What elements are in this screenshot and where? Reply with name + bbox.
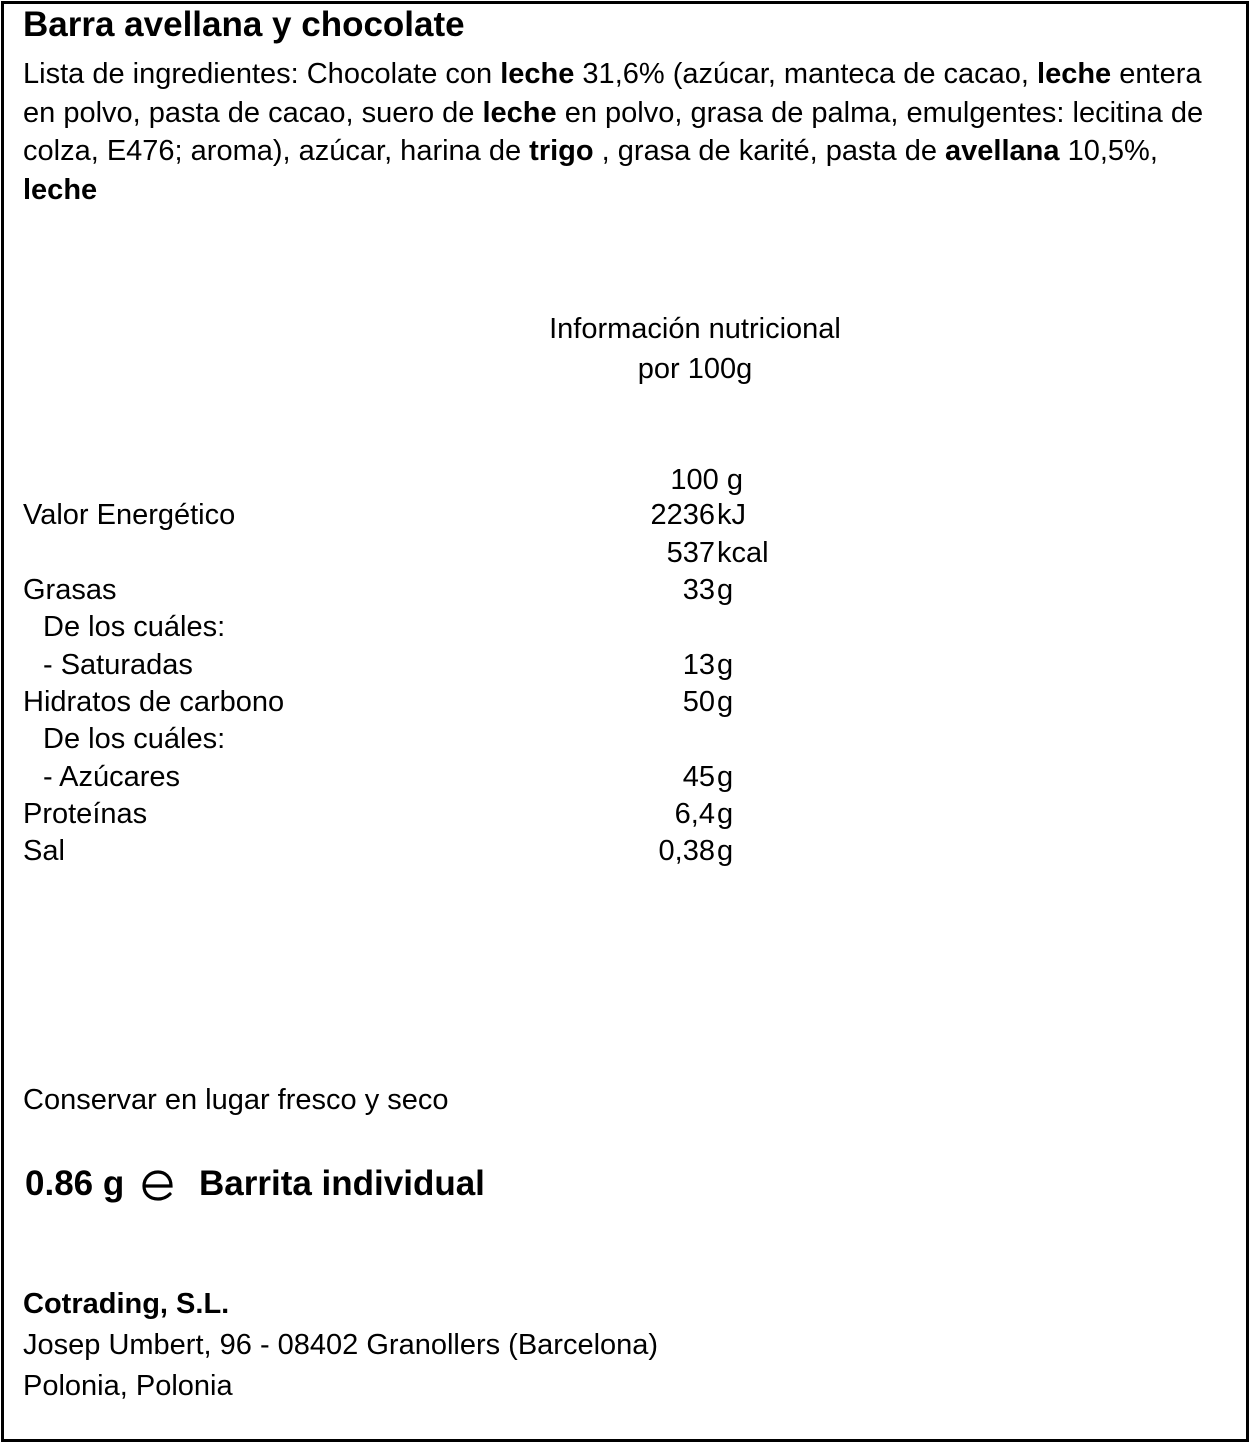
nutrition-row-label: De los cuáles: bbox=[43, 723, 226, 755]
estimated-sign-icon bbox=[140, 1167, 176, 1203]
nutrition-column-header: 100 g bbox=[670, 464, 743, 496]
ingredient-segment: en polvo, grasa de palma, emulgentes: lecitina de colza, E476; aroma), azúcar, harina de bbox=[23, 96, 1204, 167]
nutrition-row-value: 33 bbox=[682, 574, 715, 606]
nutrition-row-label: - Saturadas bbox=[43, 649, 193, 681]
company-address: Josep Umbert, 96 - 08402 Granollers (Barcelona) bbox=[23, 1329, 659, 1361]
nutrition-row-value: 45 bbox=[682, 761, 715, 793]
nutrition-row-unit: g bbox=[717, 835, 734, 867]
nutrition-subheading: por 100g bbox=[637, 353, 753, 385]
nutrition-row-unit: g bbox=[717, 574, 734, 606]
weight-description: Barrita individual bbox=[199, 1164, 485, 1203]
nutrition-row-unit: g bbox=[717, 761, 734, 793]
allergen-segment: leche bbox=[1037, 58, 1112, 90]
nutrition-row-value: 537 bbox=[666, 537, 715, 569]
ingredient-segment: , grasa de karité, pasta de bbox=[593, 135, 946, 167]
ingredient-segment: Lista de ingredientes: Chocolate con bbox=[23, 58, 501, 90]
nutrition-heading: Información nutricional bbox=[549, 313, 841, 345]
nutrition-row-value: 13 bbox=[682, 649, 715, 681]
nutrition-row-unit: g bbox=[717, 686, 734, 718]
storage-instructions: Conservar en lugar fresco y seco bbox=[23, 1084, 449, 1116]
nutrition-row-label: Proteínas bbox=[23, 798, 148, 830]
nutrition-row-value: 0,38 bbox=[658, 835, 715, 867]
nutrition-row-value: 2236 bbox=[650, 499, 715, 531]
nutrition-row-label: Grasas bbox=[23, 574, 117, 606]
nutrition-row-unit: kJ bbox=[717, 499, 746, 531]
nutrition-row-label: Sal bbox=[23, 835, 65, 867]
origin-country: Polonia, Polonia bbox=[23, 1370, 233, 1402]
nutrition-row-label: Hidratos de carbono bbox=[23, 686, 285, 718]
allergen-segment: leche bbox=[482, 96, 557, 129]
allergen-segment: leche bbox=[500, 58, 575, 90]
nutrition-row-label: De los cuáles: bbox=[43, 611, 226, 643]
ingredients-list bbox=[23, 55, 1223, 209]
nutrition-row-value: 50 bbox=[682, 686, 715, 718]
net-weight: 0.86 g bbox=[25, 1164, 125, 1203]
allergen-segment: avellana bbox=[945, 135, 1060, 167]
nutrition-row-label: Valor Energético bbox=[23, 499, 236, 531]
ingredient-segment: 10,5%, bbox=[1059, 135, 1158, 167]
ingredient-segment: entera en polvo, pasta de cacao, suero de bbox=[23, 58, 1202, 129]
ingredient-segment: 31,6% (azúcar, manteca de cacao, bbox=[574, 58, 1038, 90]
product-title: Barra avellana y chocolate bbox=[23, 5, 465, 44]
allergen-segment: leche bbox=[23, 173, 98, 206]
company-name: Cotrading, S.L. bbox=[23, 1288, 230, 1320]
nutrition-row-unit: g bbox=[717, 798, 734, 830]
nutrition-row-unit: kcal bbox=[717, 537, 769, 569]
allergen-segment: trigo bbox=[529, 135, 594, 167]
nutrition-row-label: - Azúcares bbox=[43, 761, 180, 793]
nutrition-row-unit: g bbox=[717, 649, 734, 681]
nutrition-row-value: 6,4 bbox=[674, 798, 715, 830]
